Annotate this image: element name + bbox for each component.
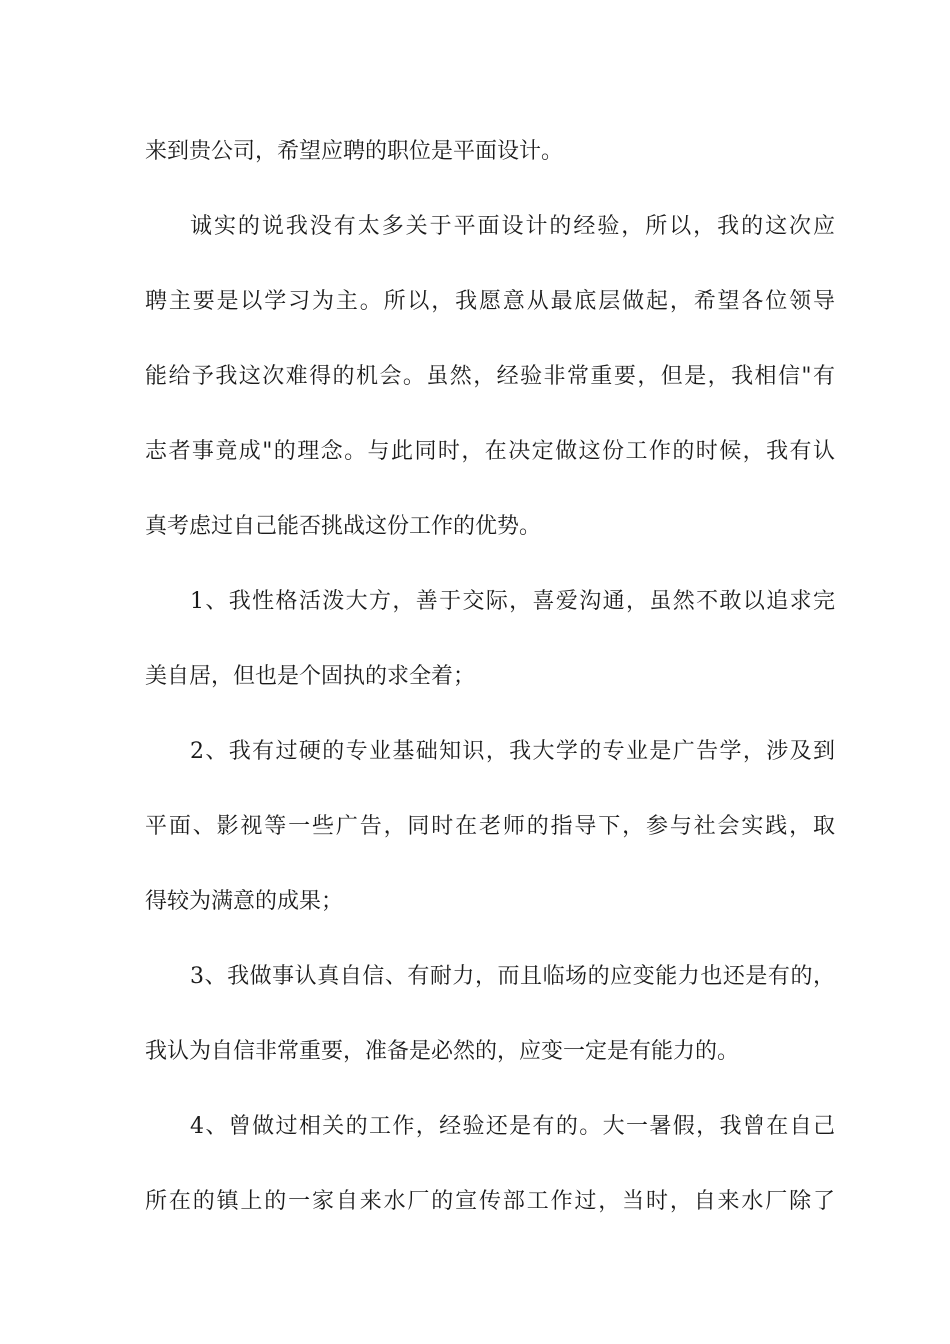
text-line-5: 志者事竟成"的理念。与此同时，在决定做这份工作的时候，我有认 — [145, 439, 835, 464]
text-line-14: 4、曾做过相关的工作，经验还是有的。大一暑假，我曾在自己 — [190, 1114, 835, 1139]
text-line-9: 2、我有过硬的专业基础知识，我大学的专业是广告学，涉及到 — [190, 739, 835, 764]
text-line-12: 3、我做事认真自信、有耐力，而且临场的应变能力也还是有的， — [190, 964, 835, 989]
text-line-13: 我认为自信非常重要，准备是必然的，应变一定是有能力的。 — [145, 1039, 740, 1064]
text-line-11: 得较为满意的成果； — [145, 889, 344, 914]
text-line-1: 来到贵公司，希望应聘的职位是平面设计。 — [145, 139, 564, 164]
text-line-2: 诚实的说我没有太多关于平面设计的经验，所以，我的这次应 — [190, 214, 835, 239]
text-line-15: 所在的镇上的一家自来水厂的宣传部工作过，当时，自来水厂除了 — [145, 1189, 835, 1214]
text-line-7: 1、我性格活泼大方，善于交际，喜爱沟通，虽然不敢以追求完 — [190, 589, 835, 614]
text-line-10: 平面、影视等一些广告，同时在老师的指导下，参与社会实践，取 — [145, 814, 835, 839]
text-line-8: 美自居，但也是个固执的求全着； — [145, 664, 476, 689]
text-line-6: 真考虑过自己能否挑战这份工作的优势。 — [145, 514, 542, 539]
text-line-4: 能给予我这次难得的机会。虽然，经验非常重要，但是，我相信"有 — [145, 364, 835, 389]
text-line-3: 聘主要是以学习为主。所以，我愿意从最底层做起，希望各位领导 — [145, 289, 835, 314]
